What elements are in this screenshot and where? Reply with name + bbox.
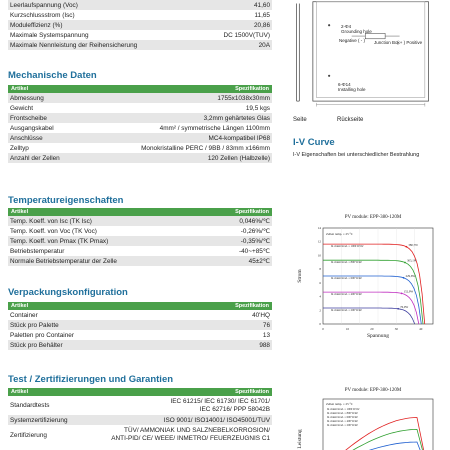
table-header: Artikel Spezifikation [8, 388, 272, 396]
table-row: Leerlaufspannung (Voc) 41,60 [10, 1, 270, 9]
temperature-table [8, 208, 272, 266]
y-tick-label: 8 [319, 267, 321, 272]
mpp-point [403, 277, 405, 279]
y-axis-label: Leistung [297, 429, 303, 449]
table-header: Artikel Spezifikation [8, 85, 272, 93]
legend-entry: In cident Irrad. = 600 W/m² [331, 277, 362, 280]
table-row: Maximale Systemspannung DC 1500V(TUV) [10, 31, 270, 39]
table-row: Kurzschlussstrom (Isc) 11,65 [10, 11, 270, 19]
legend-entry: In cident Irrad. = 400 W/m² [327, 420, 358, 423]
installing-hole [328, 75, 330, 77]
mpp-point [404, 262, 406, 264]
y-tick-label: 6 [319, 280, 321, 285]
grounding-label: 2-Φ4 Grounding hole [341, 24, 372, 34]
table-row: Temp. Koeff. von Isc (TK Isc) 0,046%/℃ [10, 217, 270, 225]
section-title-certifications: Test / Zertifizierungen und Garantien [8, 374, 174, 385]
x-tick-label: 40 [419, 327, 423, 331]
legend-entry: In cident Irrad. = 800 W/m² [327, 412, 358, 415]
power-chart [293, 385, 448, 450]
legend-entry: In cident Irrad. = 200 W/m² [327, 424, 358, 427]
mpp-label: 229,6W [405, 273, 416, 278]
back-view-frame [313, 2, 429, 101]
installing-label: 6-Φ14 Installing hole [338, 82, 366, 92]
electrical-table-tail [8, 0, 272, 50]
y-tick-label: 0 [319, 322, 321, 326]
mpp-label: 152,9W [403, 289, 414, 294]
table-header: Artikel Spezifikation [8, 208, 272, 216]
grounding-hole [328, 24, 330, 26]
legend-entry: In cident Irrad. = 200 W/m² [331, 309, 362, 313]
y-tick-label: 12 [317, 239, 321, 244]
section-title-mechanical: Mechanische Daten [8, 70, 97, 81]
table-row: Stück pro Behälter 988 [10, 341, 270, 349]
packaging-table [8, 302, 272, 350]
table-row: Gewicht 19,5 kgs [10, 104, 270, 112]
table-row: Anschlüsse MC4-kompatibel IP68 [10, 134, 270, 142]
x-tick-label: 10 [345, 327, 350, 331]
x-tick-label: 20 [370, 327, 374, 331]
y-axis-label: Strom [297, 269, 303, 283]
positive-label: ( + ) Positive [397, 40, 423, 45]
mpp-point [397, 308, 399, 310]
table-header: Artikel Spezifikation [8, 302, 272, 310]
section-title-temperature: Temperatureigenschaften [8, 195, 124, 206]
mpp-label: 76,0W [400, 304, 409, 309]
chart-title: PV module: EPP-380-120M [344, 388, 402, 393]
mpp-point [401, 293, 403, 295]
table-row: Moduleffizienz (%) 20,86 [10, 21, 270, 29]
y-tick-label: 14 [317, 226, 321, 230]
table-row: Maximale Nennleistung der Reihensicherung 20A [10, 41, 270, 49]
chart-title: PV module: EPP-380-120M [344, 215, 402, 220]
x-tick-label: 30 [394, 327, 398, 331]
legend-entry: In cident Irrad. = 800 W/m² [331, 261, 362, 265]
legend-entry: In cident Irrad. = 600 W/m² [327, 416, 358, 419]
junction-box [365, 33, 385, 38]
table-row: Zelltyp Monokristalline PERC / 9BB / 83mm x166mm [10, 144, 270, 152]
iv-chart-svg [293, 212, 448, 347]
module-drawing [293, 0, 433, 120]
y-tick-label: 2 [319, 308, 321, 313]
iv-chart [293, 212, 448, 347]
table-row: Paletten pro Container 13 [10, 331, 270, 339]
negative-label: Negative ( - ) [339, 38, 366, 43]
table-row: Ausgangskabel 4mm² / symmetrische Längen 1100mm [10, 124, 270, 132]
x-tick-label: 0 [322, 327, 324, 331]
iv-curve-title: I-V Curve [293, 137, 335, 148]
x-axis-label: Spannung [367, 333, 389, 339]
table-row: Standardtests IEC 61215/ IEC 61730/ IEC 61701/ IEC 62716/ PPP 58042B [10, 397, 270, 413]
table-row: Abmessung 1755x1038x30mm [10, 94, 270, 102]
table-row: Betriebstemperatur -40~+85℃ [10, 247, 270, 255]
iv-curve-subtitle: I-V Eigenschaften bei unterschiedlicher Bestrahlung [293, 152, 420, 158]
y-tick-label: 4 [319, 294, 321, 299]
legend-entry: In cident Irrad. = 1000 W/m² [331, 245, 364, 249]
table-row: Systemzertifizierung ISO 9001/ ISO14001/ ISO45001/TUV [10, 416, 270, 424]
side-view-label: Seite [293, 117, 307, 123]
section-title-packaging: Verpackungskonfiguration [8, 287, 128, 298]
table-row: Stück pro Palette 76 [10, 321, 270, 329]
table-row: Frontscheibe 3,2mm gehärtetes Glas [10, 114, 270, 122]
junction-label: Junction Box [374, 40, 400, 45]
temperature-label: Zellen temp. = 25 °C [326, 232, 353, 236]
mpp-label: 380,7W [408, 242, 418, 247]
certification-table [8, 388, 272, 445]
y-tick-label: 10 [317, 253, 321, 258]
legend-entry: In cident Irrad. = 1000 W/m² [327, 408, 360, 411]
back-view-label: Rückseite [337, 117, 364, 123]
table-row: Normale Betriebstemperatur der Zelle 45±2℃ [10, 257, 270, 265]
mpp-point [405, 246, 407, 248]
table-row: Anzahl der Zellen 120 Zellen (Halbzelle) [10, 154, 270, 162]
table-row: Zertifizierung TÜV/ AMMONIAK UND SALZNEBELKORROSION/ ANTI-PID/ CE/ WEEE/ INMETRO/ FEUERZEUGNIS C1 [10, 427, 270, 442]
table-row: Container 40'HQ [10, 311, 270, 319]
table-row: Temp. Koeff. von Pmax (TK Pmax) -0,35%/℃ [10, 237, 270, 245]
mechanical-table [8, 85, 272, 163]
temperature-label: Zellen temp. = 25 °C [326, 402, 353, 406]
mpp-label: 305,1W [406, 258, 417, 263]
power-chart-svg [293, 385, 448, 450]
table-row: Temp. Koeff. von Voc (TK Voc) -0,26%/℃ [10, 227, 270, 235]
legend-entry: In cident Irrad. = 400 W/m² [331, 293, 362, 297]
